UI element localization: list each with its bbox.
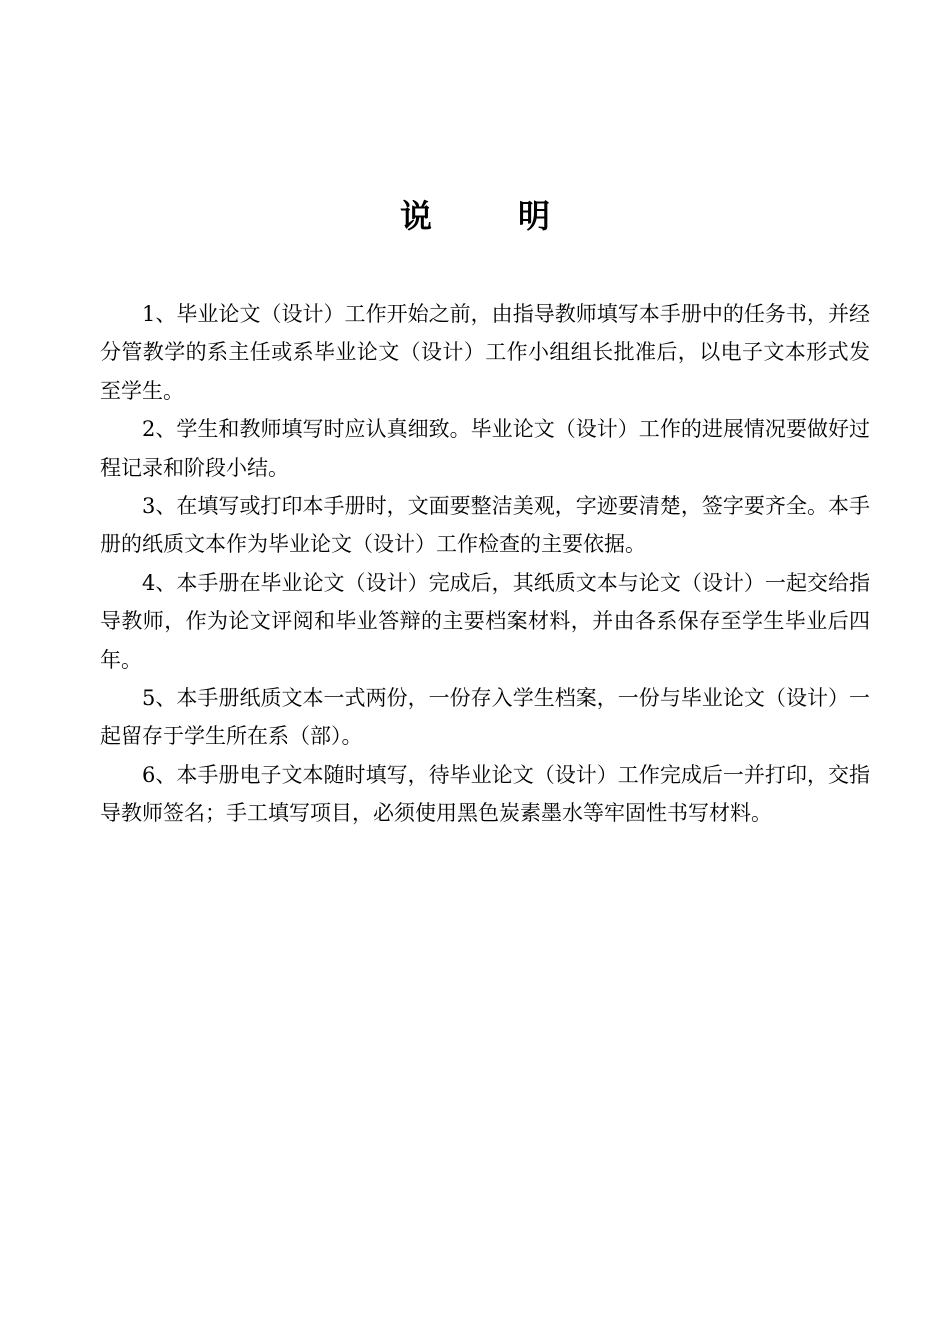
instruction-paragraph-1: 1、毕业论文（设计）工作开始之前，由指导教师填写本手册中的任务书，并经分管教学的系主任或系毕业论文（设计）工作小组组长批准后，以电子文本形式发至学生。 (100, 302, 870, 403)
instruction-paragraph-5: 5、本手册纸质文本一式两份，一份存入学生档案，一份与毕业论文（设计）一起留存于学生所在系（部）。 (100, 686, 870, 749)
instructions-body (100, 295, 870, 833)
page-title (0, 192, 950, 240)
title-char-2: 明 (518, 197, 551, 235)
title-char-1: 说 (399, 197, 432, 235)
instruction-paragraph-6: 6、本手册电子文本随时填写，待毕业论文（设计）工作完成后一并打印，交指导教师签名；手工填写项目，必须使用黑色炭素墨水等牢固性书写材料。 (100, 762, 870, 826)
instruction-paragraph-2: 2、学生和教师填写时应认真细致。毕业论文（设计）工作的进展情况要做好过程记录和阶段小结。 (100, 417, 870, 480)
instruction-paragraph-4: 4、本手册在毕业论文（设计）完成后，其纸质文本与论文（设计）一起交给指导教师，作为论文评阅和毕业答辩的主要档案材料，并由各系保存至学生毕业后四年。 (100, 570, 870, 672)
instruction-paragraph-3: 3、在填写或打印本手册时，文面要整洁美观，字迹要清楚，签字要齐全。本手册的纸质文本作为毕业论文（设计）工作检查的主要依据。 (100, 494, 870, 557)
